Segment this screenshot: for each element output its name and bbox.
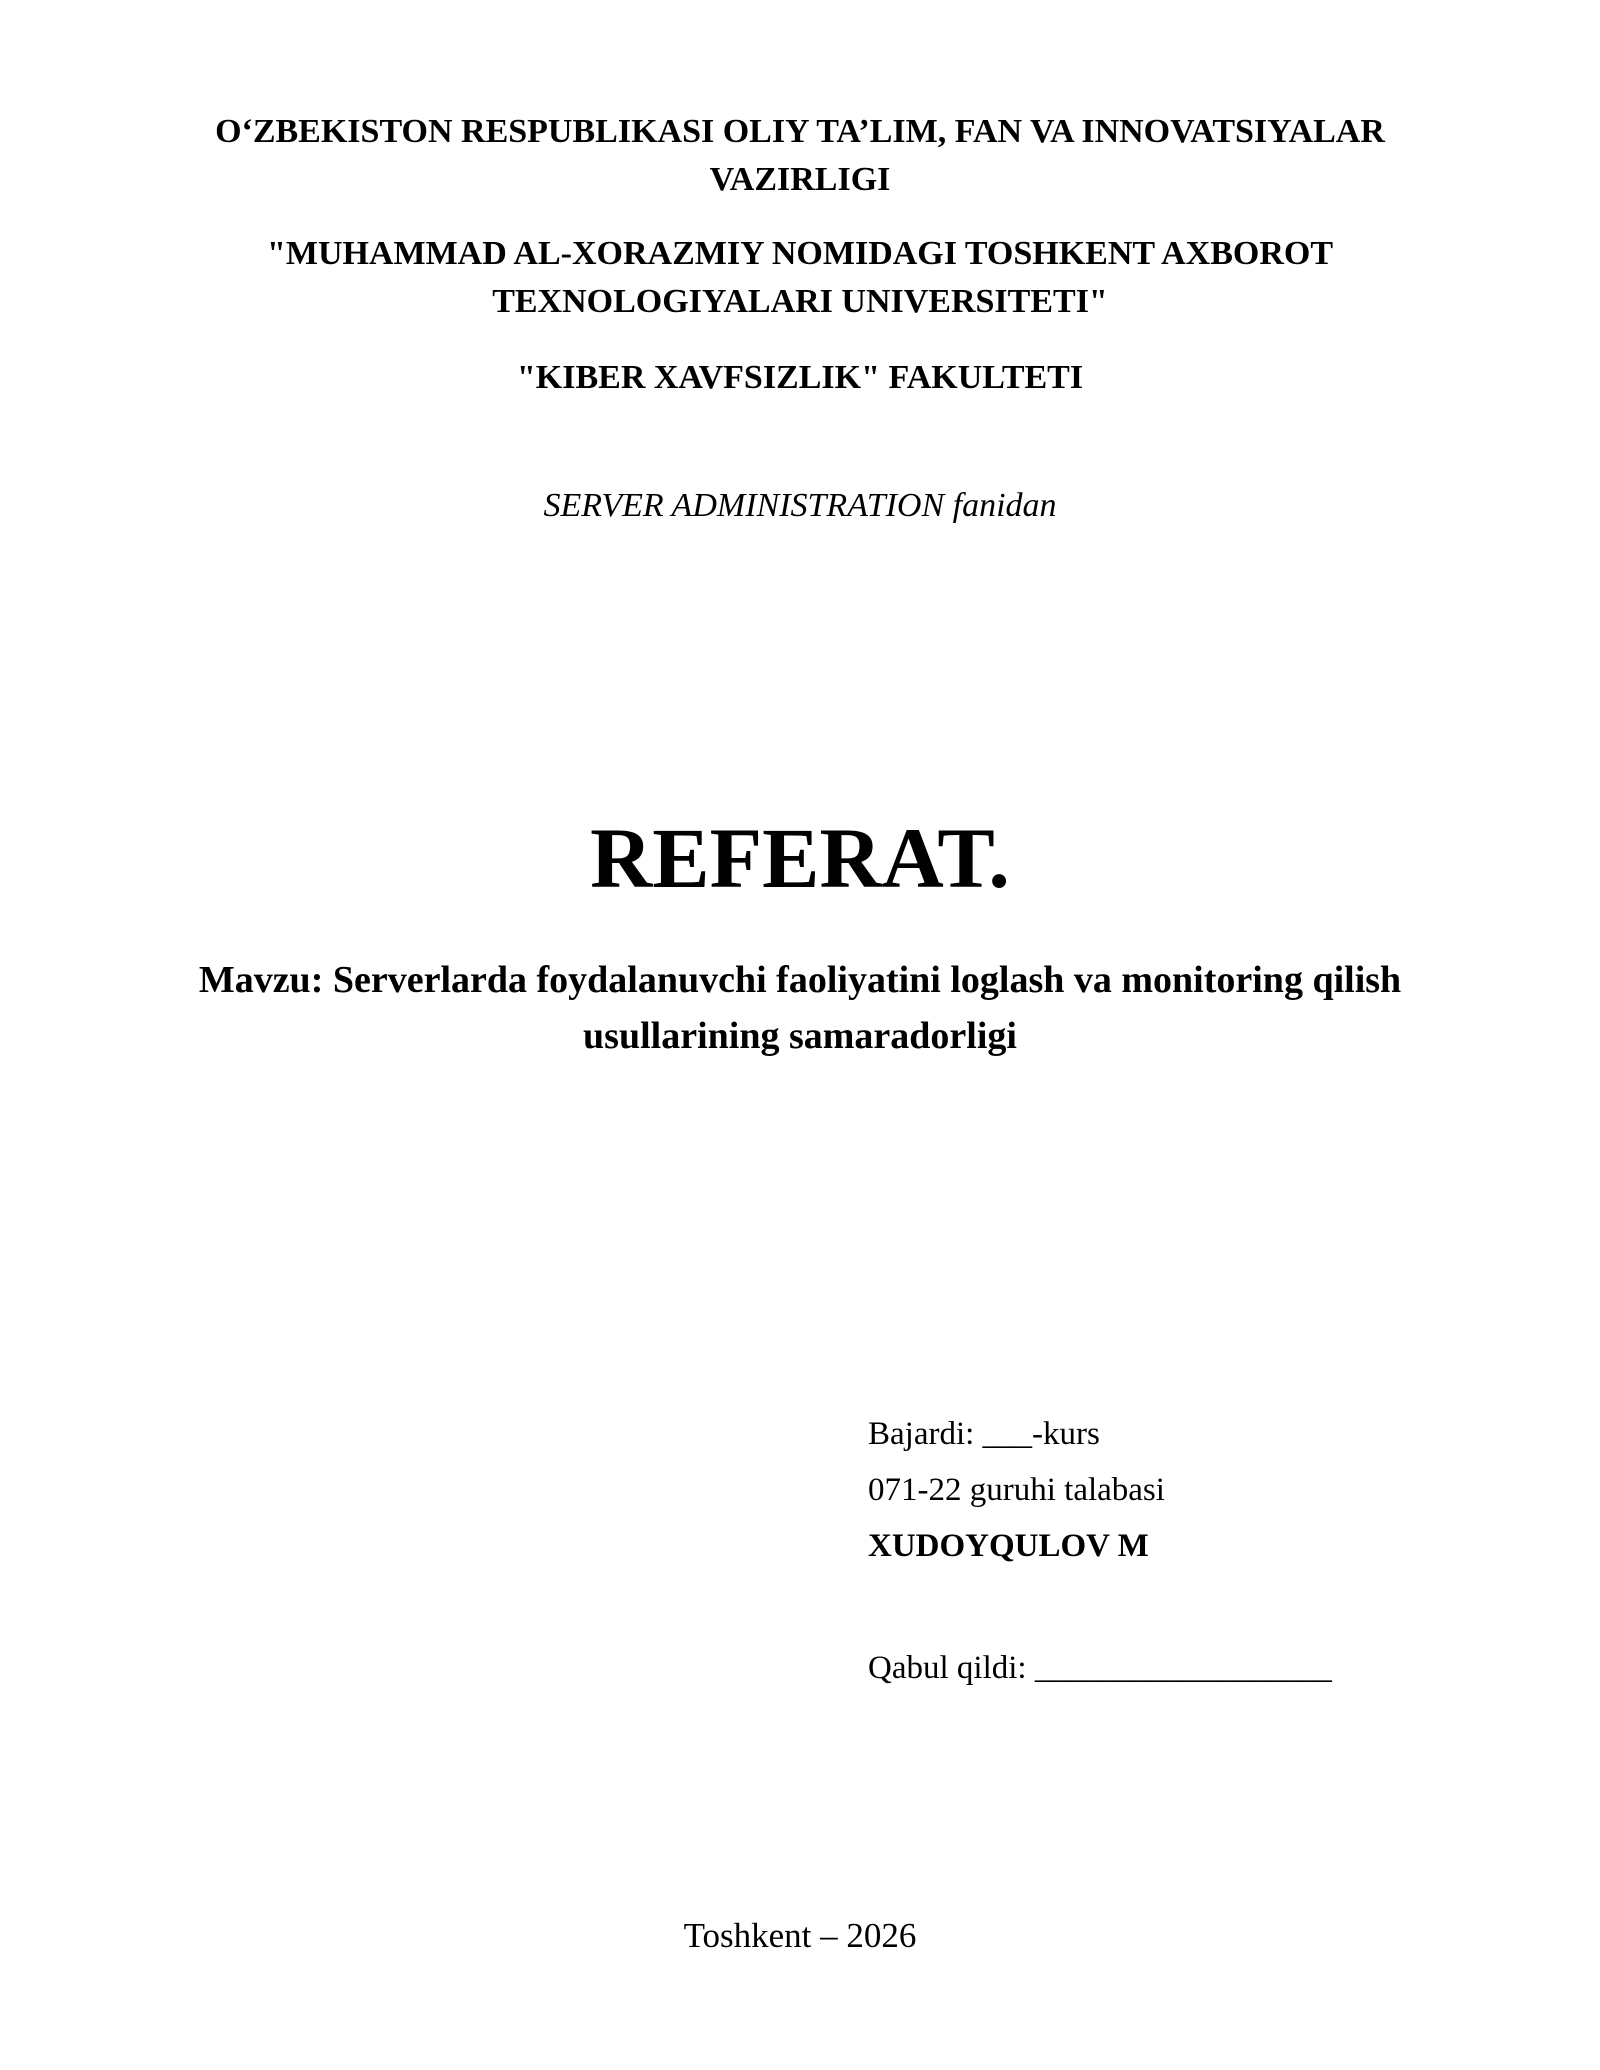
ministry-heading <box>130 108 1470 204</box>
document-type-title: REFERAT. <box>590 810 1010 906</box>
faculty-heading: "KIBER XAVFSIZLIK" FAKULTETI <box>516 359 1084 396</box>
university-heading-line2: TEXNOLOGIYALARI UNIVERSITETI" <box>492 283 1108 320</box>
topic-line1: Mavzu: Serverlarda foydalanuvchi faoliyatini loglash va monitoring qilish <box>198 959 1402 1001</box>
university-heading-line1: "MUHAMMAD AL-XORAZMIY NOMIDAGI TOSHKENT AXBOROT <box>266 235 1334 272</box>
student-name: XUDOYQULOV M <box>868 1528 1149 1564</box>
performed-by-line: Bajardi: ___-kurs <box>868 1416 1100 1452</box>
subject-line: SERVER ADMINISTRATION fanidan <box>543 487 1057 524</box>
ministry-heading-line2: VAZIRLIGI <box>709 161 891 198</box>
city-year-footer: Toshkent – 2026 <box>683 1916 917 1955</box>
university-heading <box>130 230 1470 326</box>
topic-heading <box>130 952 1470 1064</box>
ministry-heading-line1: O‘ZBEKISTON RESPUBLIKASI OLIY TA’LIM, FAN VA INNOVATSIYALAR <box>215 113 1385 150</box>
accepted-by-line: Qabul qildi: __________________ <box>868 1650 1332 1686</box>
student-group-line: 071-22 guruhi talabasi <box>868 1472 1165 1508</box>
topic-line2: usullarining samaradorligi <box>583 1015 1017 1057</box>
